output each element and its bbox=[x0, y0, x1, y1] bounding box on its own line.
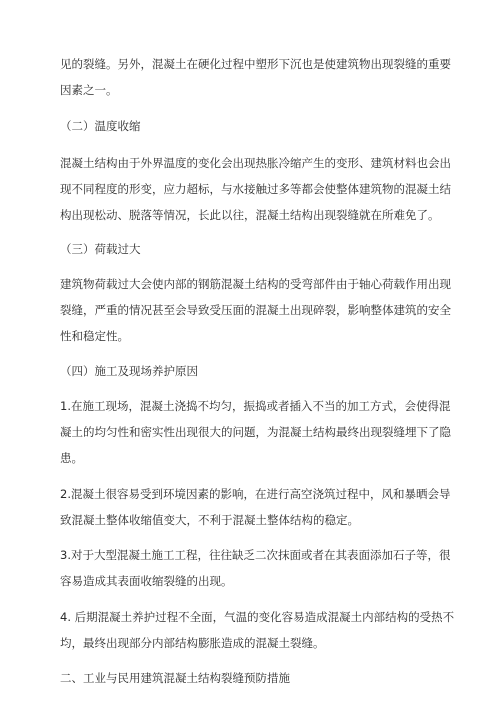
section-heading: （三）荷载过大 bbox=[60, 242, 141, 256]
paragraph-line: 现不同程度的形变，应力超标，与水接触过多等都会使整体建筑物的混凝土结 bbox=[60, 182, 451, 196]
paragraph-line: 混凝土结构由于外界温度的变化会出现热胀冷缩产生的变形、建筑材料也会出 bbox=[60, 156, 451, 170]
list-item-line: 1.在施工现场，混凝土浇捣不均匀，振捣或者插入不当的加工方式，会使得混 bbox=[60, 399, 451, 413]
list-item-line: 均，最终出现部分内部结构膨胀造成的混凝土裂缝。 bbox=[60, 636, 325, 650]
section-heading: （二）温度收缩 bbox=[60, 119, 141, 133]
list-item-line: 4. 后期混凝土养护过程不全面，气温的变化容易造成混凝土内部结构的受热不 bbox=[60, 610, 455, 624]
section-heading: 二、工业与民用建筑混凝土结构裂缝预防措施 bbox=[60, 671, 290, 685]
list-item-line: 致混凝土整体收缩值变大，不利于混凝土整体结构的稳定。 bbox=[60, 513, 359, 527]
list-item-line: 凝土的均匀性和密实性出现很大的问题，为混凝土结构最终出现裂缝埋下了隐 bbox=[60, 425, 451, 439]
paragraph-line: 因素之一。 bbox=[60, 83, 118, 97]
paragraph-line: 见的裂缝。另外，混凝土在硬化过程中塑形下沉也是使建筑物出现裂缝的重要 bbox=[60, 57, 451, 71]
paragraph-line: 建筑物荷载过大会使内部的钢筋混凝土结构的受弯部件由于轴心荷载作用出现 bbox=[60, 277, 451, 291]
list-item-line: 容易造成其表面收缩裂缝的出现。 bbox=[60, 574, 233, 588]
list-item-line: 3.对于大型混凝土施工工程，往往缺乏二次抹面或者在其表面添加石子等，很 bbox=[60, 548, 451, 562]
list-item-line: 患。 bbox=[60, 451, 83, 465]
paragraph-line: 性和稳定性。 bbox=[60, 329, 129, 343]
paragraph-line: 裂缝，严重的情况甚至会导致受压面的混凝土出现碎裂，影响整体建筑的安全 bbox=[60, 303, 451, 317]
list-item-line: 2.混凝土很容易受到环境因素的影响，在进行高空浇筑过程中，风和暴晒会导 bbox=[60, 487, 451, 501]
paragraph-line: 构出现松动、脱落等情况，长此以往，混凝土结构出现裂缝就在所难免了。 bbox=[60, 208, 440, 222]
section-heading: （四）施工及现场养护原因 bbox=[60, 364, 198, 378]
